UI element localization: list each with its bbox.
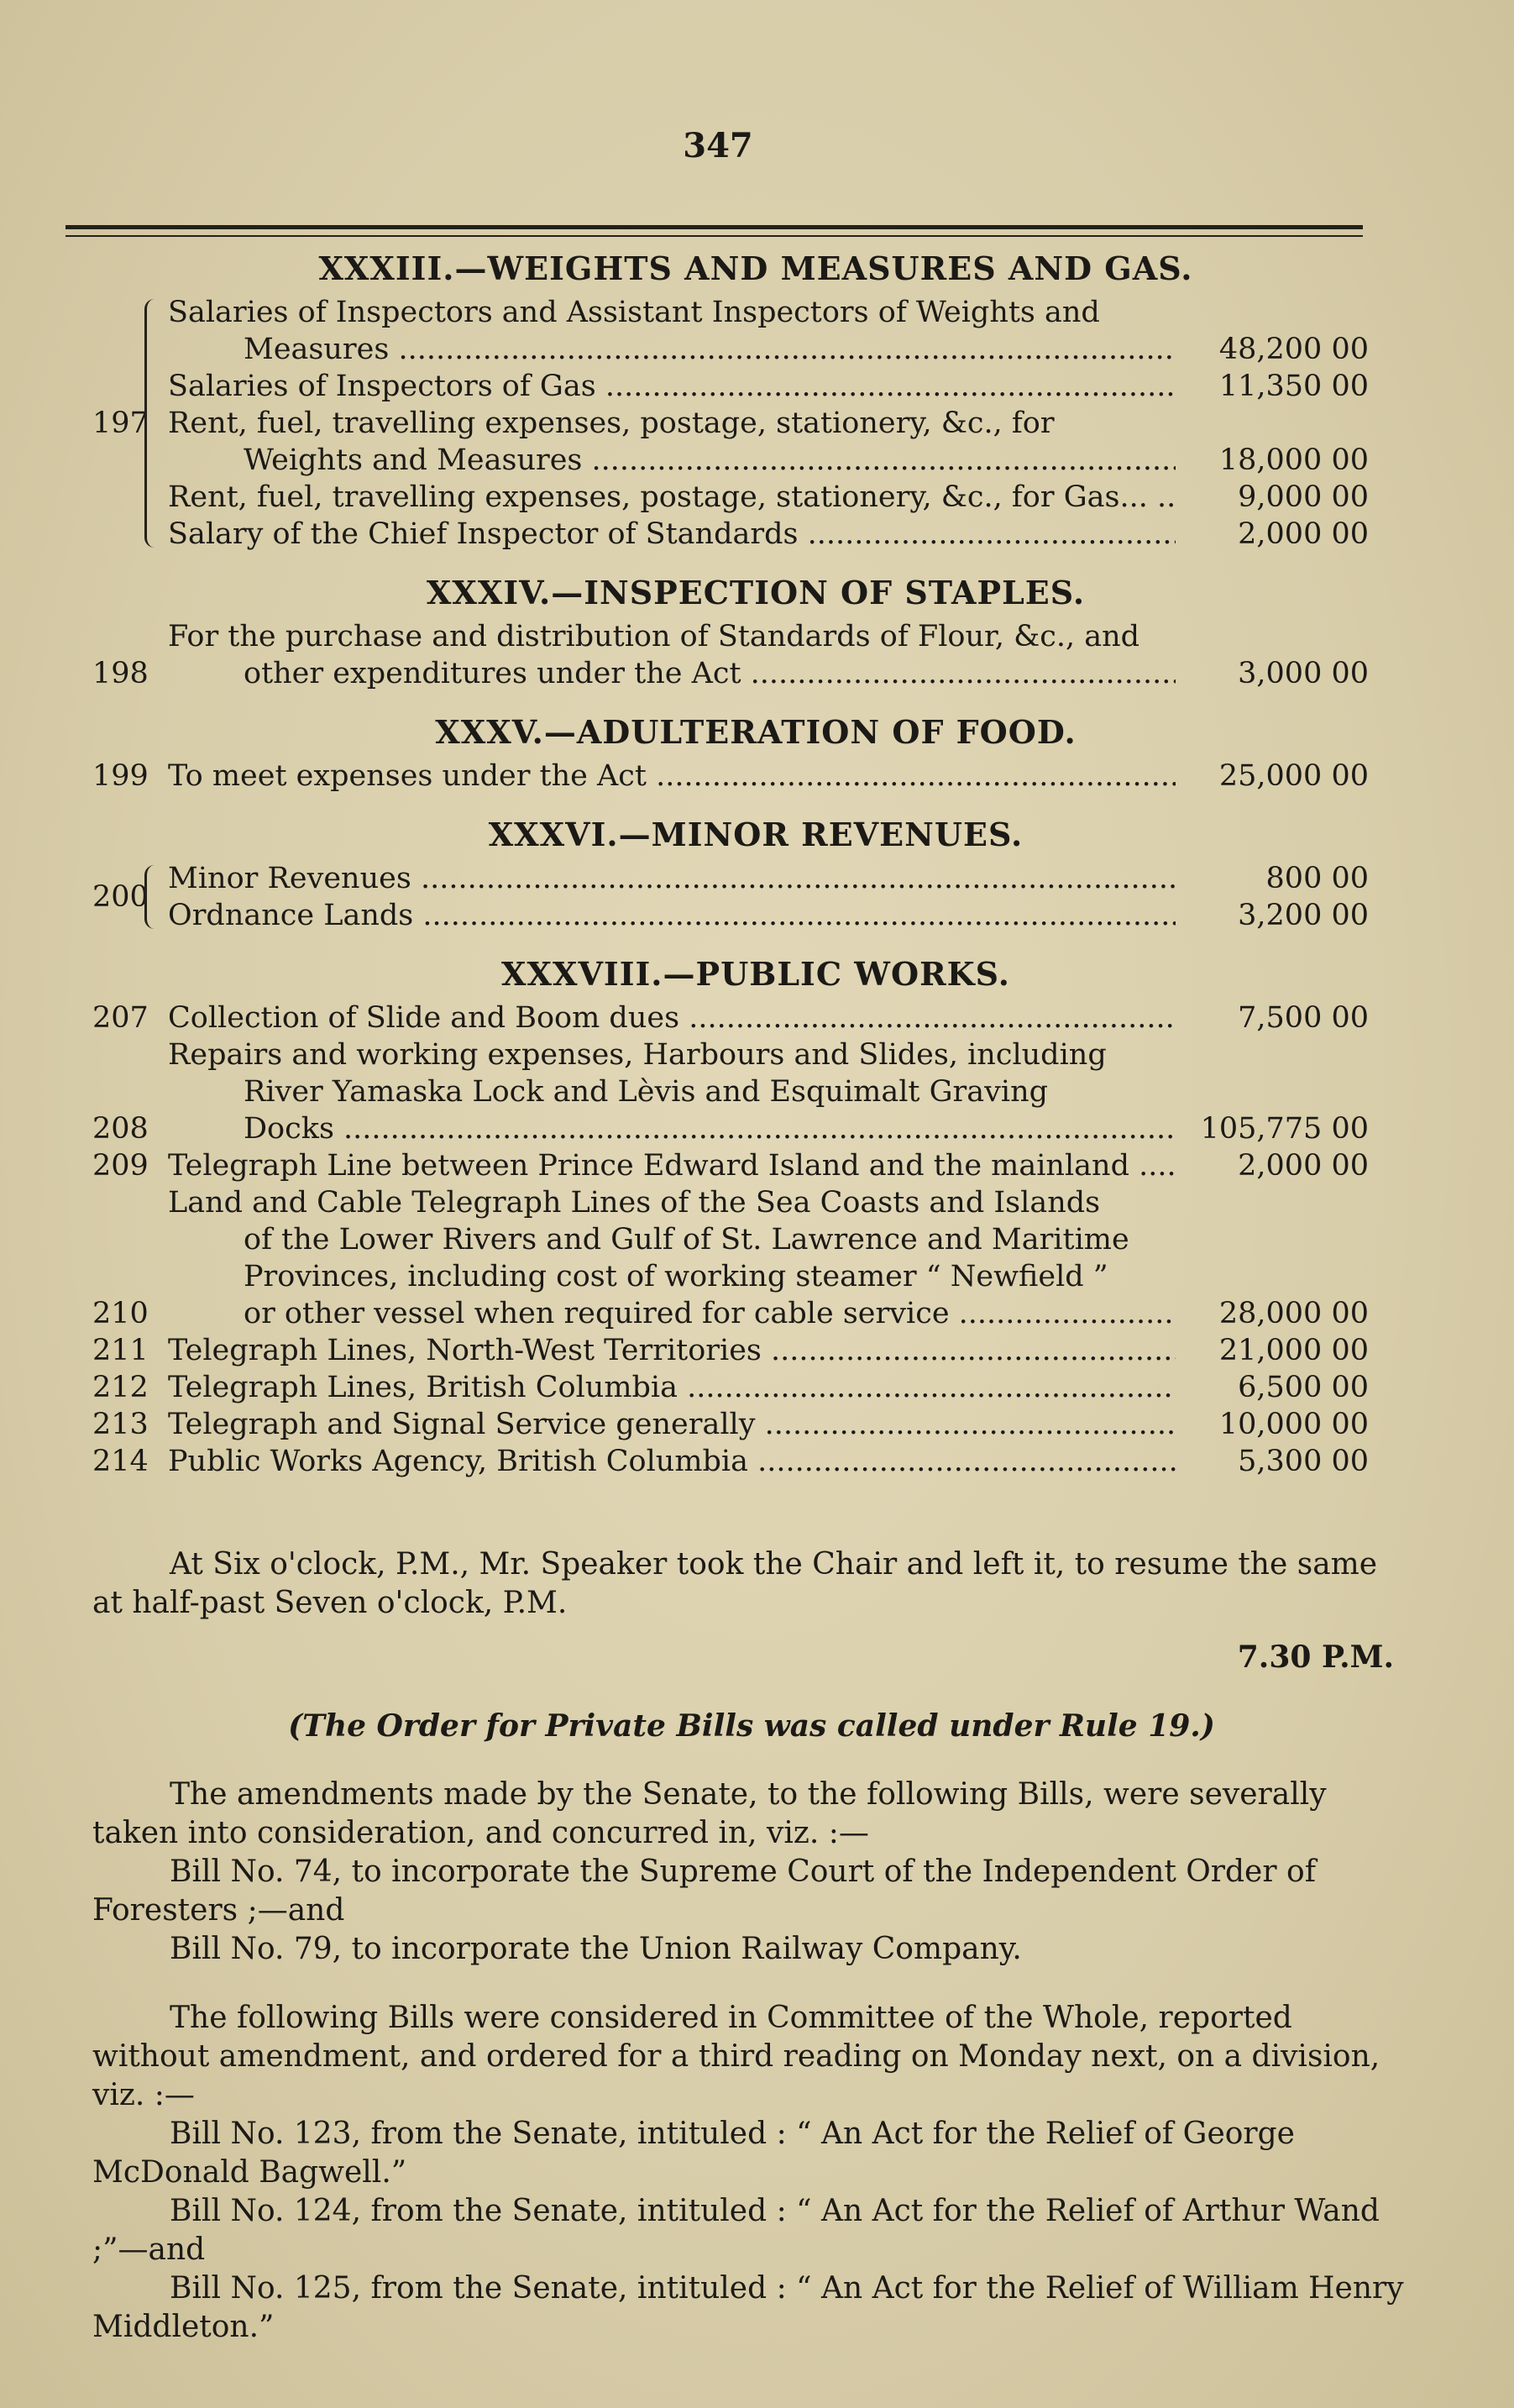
- estimate-amount: 2,000 00: [1238, 1149, 1369, 1183]
- section-items: [92, 618, 1419, 692]
- vote-number: 198: [92, 657, 149, 690]
- description-line: Weights and Measures .....: [168, 442, 1176, 479]
- description-line: Public Works Agency, British Columbia .....: [168, 1443, 1176, 1480]
- estimate-amount: 7,500 00: [1238, 1001, 1369, 1035]
- session-time: 7.30 P.M.: [1237, 1639, 1394, 1675]
- section-title: XXXVI.—MINOR REVENUES.: [488, 816, 1024, 853]
- bill-entry: Bill No. 79, to incorporate the Union Railway Company.: [170, 1932, 1022, 1966]
- estimate-amount: 10,000 00: [1218, 1408, 1369, 1441]
- section-title: XXXIV.—INSPECTION OF STAPLES.: [426, 574, 1086, 611]
- estimate-row: [168, 368, 1419, 405]
- header-rule-thin: [65, 235, 1363, 237]
- description-line: To meet expenses under the Act .....: [168, 758, 1176, 795]
- description-line: Collection of Slide and Boom dues .....: [168, 999, 1176, 1036]
- description-line: Telegraph Line between Prince Edward Island and the mainland .....: [168, 1147, 1176, 1184]
- estimate-description: [168, 368, 1176, 405]
- description-line: of the Lower Rivers and Gulf of St. Lawrence and Maritime: [244, 1223, 1129, 1256]
- section-title: XXXVIII.—PUBLIC WORKS.: [501, 955, 1010, 993]
- vote-number: 197: [92, 407, 149, 440]
- section-items: [92, 860, 1419, 934]
- estimate-description: [168, 860, 1176, 897]
- estimate-row: [168, 860, 1419, 897]
- estimate-amount: 25,000 00: [1218, 759, 1369, 793]
- estimate-description: [168, 1184, 1176, 1332]
- estimate-description: [168, 294, 1176, 368]
- description-line: Minor Revenues .....: [168, 860, 1176, 897]
- section-items: [92, 999, 1419, 1480]
- estimate-row: [92, 1036, 1419, 1147]
- estimate-row: [92, 618, 1419, 692]
- section-items: [92, 294, 1419, 553]
- brace: [144, 865, 162, 929]
- estimate-amount: 28,000 00: [1218, 1297, 1369, 1330]
- estimate-description: [168, 1147, 1176, 1184]
- estimate-amount: 3,200 00: [1238, 899, 1369, 932]
- estimate-description: [168, 897, 1176, 934]
- description-line: Rent, fuel, travelling expenses, postage, stationery, &c., for: [168, 407, 1055, 440]
- estimate-row: [92, 1443, 1419, 1480]
- description-line: Telegraph and Signal Service generally .....: [168, 1406, 1176, 1443]
- estimate-description: [168, 516, 1176, 553]
- description-line: Provinces, including cost of working steamer “ Newfield ”: [244, 1260, 1108, 1293]
- estimate-description: [168, 405, 1176, 479]
- description-line: other expenditures under the Act .....: [168, 655, 1176, 692]
- vote-number: 213: [92, 1408, 149, 1441]
- page-number: 347: [683, 126, 753, 165]
- estimate-amount: 800 00: [1265, 862, 1369, 895]
- estimate-description: [168, 479, 1176, 516]
- description-line: For the purchase and distribution of Standards of Flour, &c., and: [168, 620, 1140, 653]
- estimate-amount: 3,000 00: [1238, 657, 1369, 690]
- description-line: Telegraph Lines, North-West Territories .....: [168, 1332, 1176, 1369]
- estimate-amount: 18,000 00: [1218, 443, 1369, 477]
- vote-group: [92, 294, 1419, 553]
- estimate-amount: 2,000 00: [1238, 517, 1369, 551]
- description-line: or other vessel when required for cable service .....: [168, 1295, 1176, 1332]
- recess-note: At Six o'clock, P.M., Mr. Speaker took the Chair and left it, to resume the same at half-past Seven o'clock, P.M.: [92, 1547, 1378, 1620]
- estimate-description: [168, 1443, 1176, 1480]
- vote-number: 207: [92, 1001, 149, 1035]
- estimate-row: [92, 1332, 1419, 1369]
- estimate-row: [168, 294, 1419, 368]
- estimate-amount: 11,350 00: [1218, 370, 1369, 403]
- description-line: Salaries of Inspectors and Assistant Inspectors of Weights and: [168, 296, 1100, 329]
- description-line: Telegraph Lines, British Columbia .....: [168, 1369, 1176, 1406]
- section-title: XXXV.—ADULTERATION OF FOOD.: [435, 713, 1077, 751]
- bill-entry: Bill No. 124, from the Senate, intituled : “ An Act for the Relief of Arthur Wand ;”—and: [92, 2194, 1380, 2267]
- estimate-row: [168, 516, 1419, 553]
- estimate-amount: 9,000 00: [1238, 480, 1369, 514]
- estimate-description: [168, 1369, 1176, 1406]
- header-rule-thick: [65, 225, 1363, 229]
- vote-number: 210: [92, 1297, 149, 1330]
- description-line: Ordnance Lands .....: [168, 897, 1176, 934]
- brace: [144, 299, 162, 548]
- vote-number: 208: [92, 1112, 149, 1146]
- estimates-section: [92, 244, 1419, 1480]
- senate-amendments-intro: The amendments made by the Senate, to the following Bills, were severally taken into consideration, and concurred in, viz. :—: [92, 1777, 1327, 1850]
- order-note: (The Order for Private Bills was called under Rule 19.): [288, 1708, 1215, 1744]
- description-line: Repairs and working expenses, Harbours and Slides, including: [168, 1038, 1107, 1072]
- description-line: Measures .....: [168, 331, 1176, 368]
- estimate-row: [92, 999, 1419, 1036]
- estimate-description: [168, 1406, 1176, 1443]
- section-items: [92, 758, 1419, 795]
- estimate-row: [168, 405, 1419, 479]
- estimate-description: [168, 1332, 1176, 1369]
- description-line: Land and Cable Telegraph Lines of the Sea Coasts and Islands: [168, 1186, 1101, 1220]
- estimate-description: [168, 758, 1176, 795]
- description-line: Rent, fuel, travelling expenses, postage, stationery, &c., for Gas... .....: [168, 479, 1176, 516]
- estimate-description: [168, 618, 1176, 692]
- description-line: Salary of the Chief Inspector of Standards .....: [168, 516, 1176, 553]
- estimate-amount: 105,775 00: [1200, 1112, 1369, 1146]
- section-title: XXXIII.—WEIGHTS AND MEASURES AND GAS.: [318, 249, 1193, 287]
- estimate-row: [92, 1406, 1419, 1443]
- estimate-row: [168, 479, 1419, 516]
- estimate-amount: 48,200 00: [1218, 333, 1369, 366]
- estimate-row: [92, 1147, 1419, 1184]
- estimate-description: [168, 999, 1176, 1036]
- estimate-description: [168, 1036, 1176, 1147]
- bill-entry: Bill No. 74, to incorporate the Supreme Court of the Independent Order of Foresters ;—and: [92, 1855, 1317, 1928]
- proceedings-text: [92, 1545, 1411, 2347]
- vote-number: 200: [92, 880, 149, 914]
- estimate-amount: 21,000 00: [1218, 1334, 1369, 1367]
- vote-number: 211: [92, 1334, 149, 1367]
- committee-intro: The following Bills were considered in Committee of the Whole, reported without amendment, and ordered for a third reading on Monday next, on a division, viz. :—: [92, 2001, 1380, 2112]
- description-line: Docks .....: [168, 1110, 1176, 1147]
- estimate-amount: 5,300 00: [1238, 1445, 1369, 1478]
- estimate-row: [92, 758, 1419, 795]
- vote-group: [92, 860, 1419, 934]
- vote-number: 214: [92, 1445, 149, 1478]
- estimate-row: [168, 897, 1419, 934]
- vote-number: 212: [92, 1371, 149, 1404]
- bill-entry: Bill No. 125, from the Senate, intituled : “ An Act for the Relief of William Henry Middleton.”: [92, 2271, 1404, 2344]
- vote-number: 209: [92, 1149, 149, 1183]
- estimate-row: [92, 1369, 1419, 1406]
- bill-entry: Bill No. 123, from the Senate, intituled : “ An Act for the Relief of George McDonald Bagwell.”: [92, 2117, 1295, 2190]
- description-line: River Yamaska Lock and Lèvis and Esquimalt Graving: [244, 1075, 1049, 1109]
- estimate-row: [92, 1184, 1419, 1332]
- estimate-amount: 6,500 00: [1238, 1371, 1369, 1404]
- description-line: Salaries of Inspectors of Gas .....: [168, 368, 1176, 405]
- vote-number: 199: [92, 759, 149, 793]
